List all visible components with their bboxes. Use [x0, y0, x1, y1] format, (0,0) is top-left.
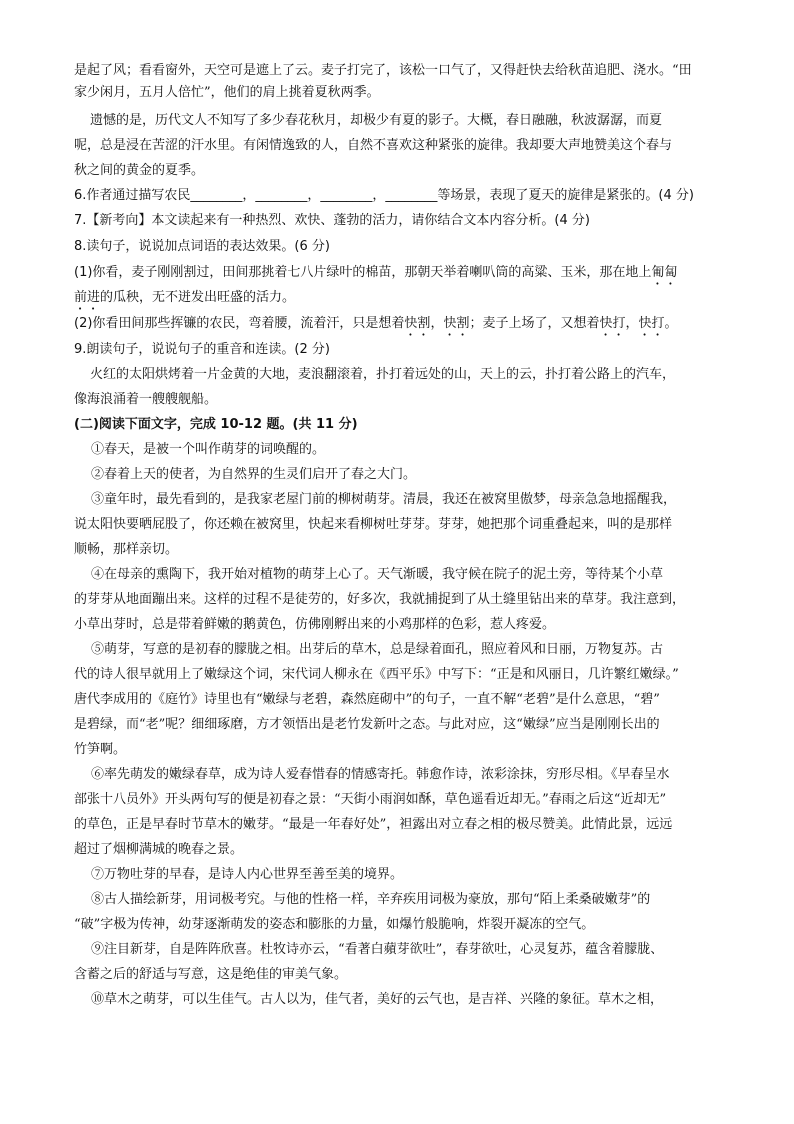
item-text: ，: [430, 316, 444, 331]
paragraph-line: 含蓄之后的舒适与写意，这是绝佳的审美气象。: [74, 967, 348, 982]
passage-line: 秋之间的黄金的夏季。: [74, 163, 205, 178]
question-7: 7.【新考向】本文读起来有一种热烈、欢快、蓬勃的活力，请你结合文本内容分析。(4 分): [74, 213, 590, 228]
paragraph-line: ⑥率先萌发的嫩绿春草，成为诗人爱春惜春的情感寄托。韩愈作诗，浓彩涂抹，穷形尽相。《早春呈水: [91, 767, 670, 782]
paragraph-line: 竹笋啊。: [74, 742, 127, 757]
paragraph-line: ⑤萌芽，写意的是初春的朦胧之相。出芽后的草木，总是绿着面孔，照应着风和日丽，万物复苏。古: [91, 642, 664, 657]
dotted-word: 前进: [74, 290, 101, 305]
item-text: 的瓜秧，无不迸发出旺盛的活力。: [100, 290, 296, 305]
question-8-item-1: [74, 262, 677, 288]
paragraph-line: 超过了烟柳满城的晚春之景。: [74, 842, 244, 857]
question-8: 8.读句子，说说加点词语的表达效果。(6 分): [74, 239, 330, 254]
passage-line: 呢，总是浸在苦涩的汗水里。有闲情逸致的人，自然不喜欢这种紧张的旋律。我却要大声地赞美这个春与: [74, 138, 673, 153]
paragraph-line: 部张十八员外》开头两句写的便是初春之景：“天街小雨润如酥，草色遥看近却无。”春雨之后这“近却无”: [74, 792, 667, 807]
passage-line: 遗憾的是，历代文人不知写了多少春花秋月，却极少有夏的影子。大概，春日融融，秋波潺潺，而夏: [90, 113, 663, 128]
section-heading: (二)阅读下面文字，完成 10-12 题。(共 11 分): [74, 417, 358, 432]
passage-line: 是起了风；看看窗外，天空可是遮上了云。麦子打完了，该松一口气了，又得赶快去给秋苗追肥、浇水。“田: [74, 63, 692, 78]
item-text: 。: [664, 316, 678, 331]
paragraph-line: 说太阳快要晒屁股了，你还赖在被窝里，快起来看柳树吐芽芽。芽芽，她把那个词重叠起来，叫的是那样: [74, 517, 673, 532]
quote-line: 像海浪涌着一艘艘舰船。: [74, 392, 218, 407]
paragraph-line: ②春着上天的使者，为自然界的生灵们启开了春之大门。: [91, 467, 417, 482]
dotted-word: 快打: [599, 316, 626, 331]
paragraph-line: 的芽芽从地面蹦出来。这样的过程不是徒劳的，好多次，我就捕捉到了从土缝里钻出来的草芽。我注意到，: [74, 592, 686, 607]
paragraph-line: 是碧绿，而“老”呢？细细琢磨，方才领悟出是老竹发新叶之态。与此对应，这“嫩绿”应当是刚刚长出的: [74, 717, 660, 732]
question-6: 6.作者通过描写农民________，________，________，________等场景，表现了夏天的旋律是紧张的。(4 分): [74, 188, 694, 203]
paragraph-line: 唐代李成用的《庭竹》诗里也有“嫩绿与老碧，森然庭砌中”的句子，一直不解“老碧”是什么意思，“碧”: [74, 692, 660, 707]
item-text: ，: [625, 316, 639, 331]
item-text: ；麦子上场了，又想着: [469, 316, 600, 331]
quote-line: 火红的太阳烘烤着一片金黄的大地，麦浪翻滚着，扑打着远处的山，天上的云，扑打着公路上的汽车，: [90, 367, 676, 382]
dotted-word: 快打: [638, 316, 665, 331]
paragraph-line: 代的诗人很早就用上了嫩绿这个词，宋代词人柳永在《西平乐》中写下：“正是和风丽日，几许繁红嫩绿。”: [74, 667, 679, 682]
paragraph-line: ⑧古人描绘新芽，用词极考究。与他的性格一样，辛弃疾用词极为豪放，那句“陌上柔桑破嫩芽”的: [91, 892, 651, 907]
question-9: 9.朗读句子，说说句子的重音和连读。(2 分): [74, 342, 330, 357]
question-8-item-2: [74, 313, 678, 339]
dotted-word: 匍匐: [651, 265, 678, 280]
dotted-word: 快割: [443, 316, 470, 331]
paragraph-line: “破”字极为传神，幼芽逐渐萌发的姿态和膨胀的力量，如爆竹般脆响，炸裂开凝冻的空气。: [74, 917, 595, 932]
item-text: (2)你看田间那些挥镰的农民，弯着腰，流着汗，只是想着: [74, 316, 405, 331]
paragraph-line: ①春天，是被一个叫作萌芽的词唤醒的。: [91, 442, 326, 457]
paragraph-line: 的草色，正是早春时节草木的嫩芽。“最是一年春好处”，袒露出对立春之相的极尽赞美。此情此景，远远: [74, 817, 673, 832]
item-text: (1)你看，麦子刚刚割过，田间那挑着七八片绿叶的棉苗，那朝天举着喇叭筒的高粱、玉米，那在地上: [74, 265, 652, 280]
paragraph-line: ⑨注目新芽，自是阵阵欣喜。杜牧诗亦云，“看著白蘋芽欲吐”，春芽欲吐，心灵复苏，蕴含着朦胧、: [91, 942, 664, 957]
paragraph-line: ⑦万物吐芽的早春，是诗人内心世界至善至美的境界。: [91, 867, 404, 882]
dotted-word: 快割: [404, 316, 431, 331]
paragraph-line: 小草出芽时，总是带着鲜嫩的鹅黄色，仿佛刚孵出来的小鸡那样的色彩，惹人疼爱。: [74, 617, 556, 632]
passage-line: 家少闲月，五月人倍忙”，他们的肩上挑着夏秋两季。: [74, 85, 380, 100]
paragraph-line: ③童年时，最先看到的，是我家老屋门前的柳树萌芽。清晨，我还在被窝里傲梦，母亲急急地摇醒我，: [91, 492, 677, 507]
paragraph-line: 顺畅，那样亲切。: [74, 542, 179, 557]
paragraph-line: ④在母亲的熏陶下，我开始对植物的萌芽上心了。天气渐暖，我守候在院子的泥土旁，等待某个小草: [91, 567, 664, 582]
question-8-item-1-cont: [74, 287, 295, 313]
paragraph-line: ⑩草木之萌芽，可以生佳气。古人以为，佳气者，美好的云气也，是吉祥、兴隆的象征。草木之相，: [91, 992, 664, 1007]
